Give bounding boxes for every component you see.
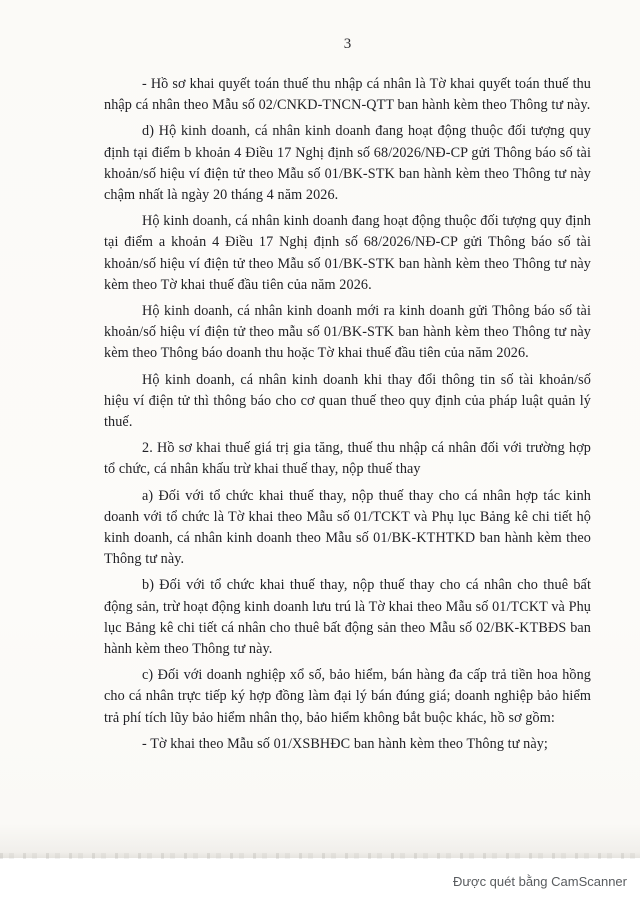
paragraph-point-b: b) Đối với tổ chức khai thuế thay, nộp thuế thay cho cá nhân cho thuê bất động sản, trừ hoạt động kinh doanh lưu trú là Tờ khai theo Mẫu số 01/TCKT và Phụ lục Bảng kê chi tiết cá nhân cho thuê bất động sản theo Mẫu số 02/BK-KTBĐS ban hành kèm theo Thông tư này. (104, 577, 591, 658)
paragraph-ho-so-quyet-toan: - Hồ sơ khai quyết toán thuế thu nhập cá nhân là Tờ khai quyết toán thuế thu nhập cá nhân theo Mẫu số 02/CNKD-TNCN-QTT ban hành kèm theo Thông tư này. (104, 76, 591, 114)
paragraph-point-a: a) Đối với tổ chức khai thuế thay, nộp thuế thay cho cá nhân hợp tác kinh doanh với tổ chức là Tờ khai theo Mẫu số 01/TCKT và Phụ lục Bảng kê chi tiết hộ kinh doanh, cá nhân kinh doanh theo Mẫu số 01/BK-KTHTKD ban hành kèm theo Thông tư này. (104, 487, 591, 568)
camscanner-note: Được quét bằng CamScanner (452, 874, 627, 889)
paragraph-to-khai-xsbhdc: - Tờ khai theo Mẫu số 01/XSBHĐC ban hành kèm theo Thông tư này; (142, 735, 548, 752)
paragraph-thay-doi-thong-tin: Hộ kinh doanh, cá nhân kinh doanh khi thay đổi thông tin số tài khoản/số hiệu ví điện tử thì thông báo cho cơ quan thuế theo quy định của pháp luật quản lý thuế. (104, 371, 591, 431)
scan-bottom-edge (0, 853, 640, 859)
paragraph-point-d: d) Hộ kinh doanh, cá nhân kinh doanh đang hoạt động thuộc đối tượng quy định tại điểm b khoản 4 Điều 17 Nghị định số 68/2026/NĐ-CP gửi Thông báo số tài khoản/số hiệu ví điện tử theo Mẫu số 01/BK-STK ban hành kèm theo Thông tư này chậm nhất là ngày 20 tháng 4 năm 2026. (104, 123, 591, 204)
paragraph-point-a-khoan4: Hộ kinh doanh, cá nhân kinh doanh đang hoạt động thuộc đối tượng quy định tại điểm a khoản 4 Điều 17 Nghị định số 68/2026/NĐ-CP gửi Thông báo số tài khoản/số hiệu ví điện tử theo Mẫu số 01/BK-STK ban hành kèm theo Thông tư này kèm theo Tờ khai thuế đầu tiên của năm 2026. (104, 213, 591, 293)
paragraph-point-c: c) Đối với doanh nghiệp xổ số, bảo hiểm, bán hàng đa cấp trả tiền hoa hồng cho cá nhân trực tiếp ký hợp đồng làm đại lý bán đúng giá; doanh nghiệp bảo hiểm trả phí tích lũy bảo hiểm nhân thọ, bảo hiểm không bắt buộc khác, hồ sơ gồm: (104, 667, 591, 726)
section-2-heading: 2. Hồ sơ khai thuế giá trị gia tăng, thuế thu nhập cá nhân đối với trường hợp tổ chức, cá nhân khấu trừ khai thuế thay, nộp thuế thay (104, 440, 591, 478)
document-body (104, 74, 591, 760)
paragraph-moi-ra-kinh-doanh: Hộ kinh doanh, cá nhân kinh doanh mới ra kinh doanh gửi Thông báo số tài khoản/số hiệu ví điện tử theo mẫu số 01/BK-STK ban hành kèm theo Thông tư này kèm theo Thông báo doanh thu hoặc Tờ khai thuế đầu tiên của năm 2026. (104, 303, 591, 362)
page-number: 3 (343, 36, 352, 52)
